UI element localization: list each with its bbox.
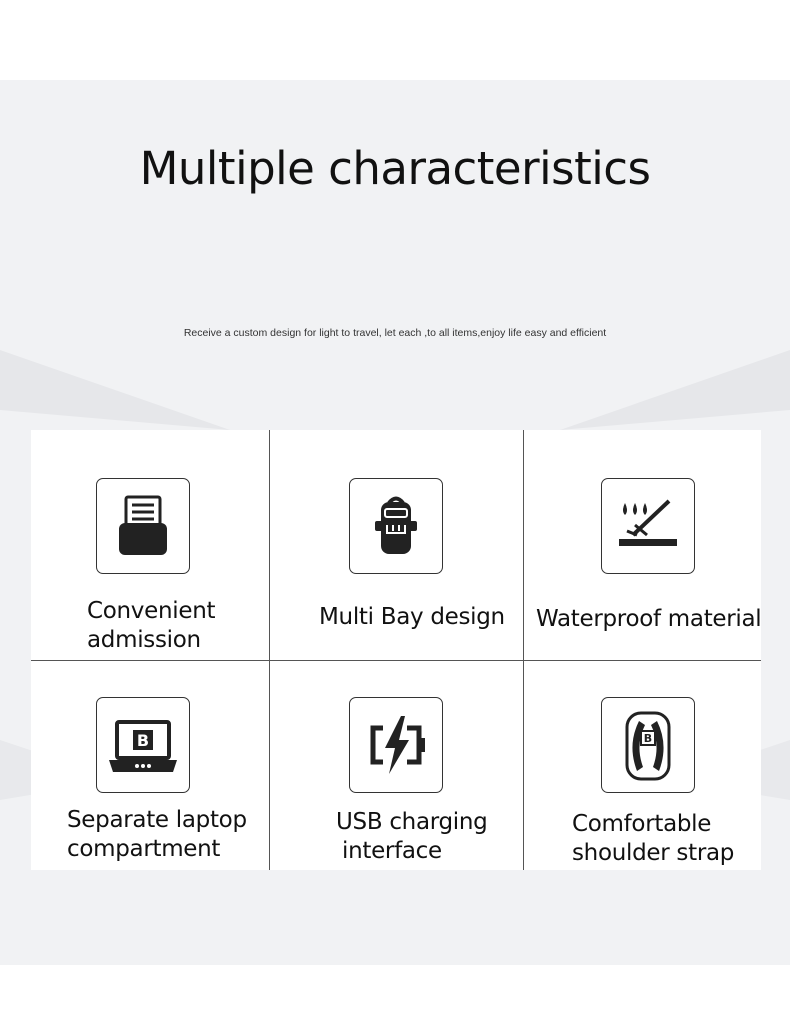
feature-label: Waterproof material (536, 606, 762, 632)
feature-label: Comfortable shoulder strap (572, 811, 735, 866)
feature-icon-box (349, 478, 443, 574)
feature-icon-box (349, 697, 443, 793)
laptop-icon (105, 710, 181, 780)
water-drops-icon (613, 491, 683, 561)
shoulder-strap-icon (613, 705, 683, 785)
feature-label: USB charging interface (336, 809, 488, 864)
feature-icon-box (601, 478, 695, 574)
feature-grid (31, 430, 761, 870)
feature-icon-box (601, 697, 695, 793)
svg-text:B: B (136, 731, 150, 750)
feature-label: Multi Bay design (319, 604, 505, 630)
svg-text:B: B (643, 732, 653, 745)
page-title: Multiple characteristics (139, 142, 651, 195)
backpack-icon (361, 491, 431, 561)
feature-icon-box (96, 697, 190, 793)
feature-label: Convenient admission (87, 598, 216, 653)
feature-label: Separate laptop compartment (67, 807, 247, 862)
grid-divider (523, 430, 524, 870)
document-pocket-icon (108, 491, 178, 561)
feature-icon-box (96, 478, 190, 574)
grid-divider (31, 660, 761, 661)
page-subtitle: Receive a custom design for light to travel, let each ,to all items,enjoy life easy and efficient (183, 327, 607, 339)
grid-divider (269, 430, 270, 870)
battery-charging-icon (361, 710, 431, 780)
